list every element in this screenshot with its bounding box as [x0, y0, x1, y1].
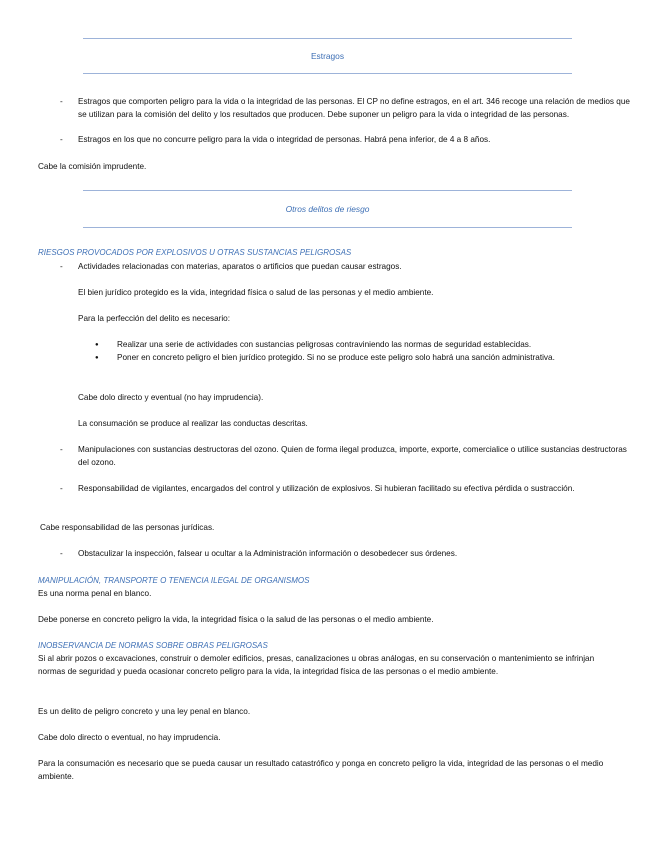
- section-title-obras: INOBSERVANCIA DE NORMAS SOBRE OBRAS PELIGROSAS: [38, 641, 268, 650]
- heading-estragos-text: Estragos: [310, 51, 345, 61]
- heading-otros-delitos-text: Otros delitos de riesgo: [285, 204, 370, 214]
- paragraph: Cabe la comisión imprudente.: [38, 162, 147, 171]
- paragraph: Si al abrir pozos o excavaciones, construir o demoler edificios, presas, canalizaciones u obras análogas, en su conservación o mantenimiento se infrinjan normas de seguridad y pueda ocasionar concreto peligro para la vida, la integridad física de las personas o el medio ambiente.: [38, 654, 595, 676]
- paragraph: Cabe responsabilidad de las personas jurídicas.: [40, 523, 215, 532]
- heading-estragos: [83, 38, 572, 74]
- list-item: - Estragos en los que no concurre peligro para la vida o integridad de personas. Habrá pena inferior, de 4 a 8 años.: [60, 134, 634, 147]
- paragraph: El bien jurídico protegido es la vida, integridad física o salud de las personas y el medio ambiente.: [78, 288, 434, 297]
- paragraph: Para la perfección del delito es necesario:: [78, 314, 231, 323]
- list-item: - Manipulaciones con sustancias destructoras del ozono. Quien de forma ilegal produzca, importe, exporte, comercialice o utilice sustancias destructoras del ozono.: [60, 444, 634, 469]
- paragraph: La consumación se produce al realizar las conductas descritas.: [78, 419, 308, 428]
- list-item: - Obstaculizar la inspección, falsear u ocultar a la Administración información o desobedecer sus órdenes.: [60, 548, 634, 561]
- section-title-organismos: MANIPULACIÓN, TRANSPORTE O TENENCIA ILEGAL DE ORGANISMOS: [38, 576, 310, 585]
- paragraph: Para la consumación es necesario que se pueda causar un resultado catastrófico y ponga en concreto peligro la vida, integridad de las personas o el medio ambiente.: [38, 759, 604, 781]
- paragraph: Es un delito de peligro concreto y una ley penal en blanco.: [38, 707, 251, 716]
- list-item: - Responsabilidad de vigilantes, encargados del control y utilización de explosivos. Si hubieran facilitado su efectiva pérdida o sustracción.: [60, 483, 618, 496]
- paragraph: Es una norma penal en blanco.: [38, 589, 152, 598]
- section-title-explosivos: RIESGOS PROVOCADOS POR EXPLOSIVOS U OTRAS SUSTANCIAS PELIGROSAS: [38, 248, 352, 257]
- paragraph: Cabe dolo directo o eventual, no hay imprudencia.: [38, 733, 221, 742]
- paragraph: Debe ponerse en concreto peligro la vida, la integridad física o la salud de las personas o el medio ambiente.: [38, 615, 434, 624]
- list-item: - Estragos que comporten peligro para la vida o la integridad de las personas. El CP no define estragos, en el art. 346 recoge una relación de medios que se utilizan para la comisión del delito y los resultados que producen. Debe suponer un peligro para la vida o integridad de las personas.: [60, 96, 634, 121]
- bullet-item: ● Poner en concreto peligro el bien jurídico protegido. Si no se produce este peligro solo habrá una sanción administrativa.: [95, 352, 632, 365]
- paragraph: Cabe dolo directo y eventual (no hay imprudencia).: [78, 393, 264, 402]
- heading-otros-delitos: [83, 190, 572, 228]
- bullet-item: ● Realizar una serie de actividades con sustancias peligrosas contraviniendo las normas de seguridad establecidas.: [95, 339, 632, 352]
- list-item: - Actividades relacionadas con materias, aparatos o artificios que puedan causar estragos.: [60, 261, 634, 274]
